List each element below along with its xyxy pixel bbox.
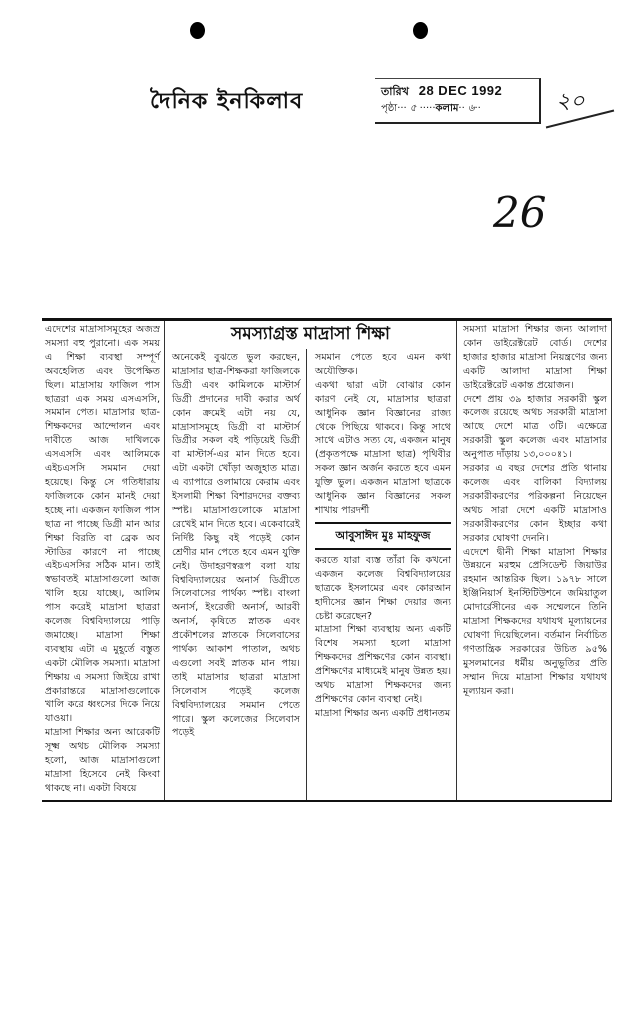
article-frame xyxy=(42,318,612,802)
paragraph: অনেকেই বুঝতে ভুল করছেন, মাদ্রাসার ছাত্র-শিক্ষকরা ফাজিলকে ডিগ্রী এবং কামিলকে মাস্টার্স ডিগ্রী প্রদানের দাবী করার অর্থ কোন ক্রমেই এটা নয় যে, মাদ্রাসাসমূহে ডিগ্রী বা মাস্টার্স ডিগ্রীর সকল বই পড়িয়েই ডিগ্রী বা মাস্টার্স-এর মান দিতে হবে। এটা একটা খোঁড়া অজুহাত মাত্র। এ ব্যাপারে ওলামায়ে কেরাম এবং ইসলামী শিক্ষা বিশারদদের বক্তব্য স্পষ্ট। মাদ্রাসাগুলোকে মাদ্রাসা রেখেই মান দিতে হবে। একেবারেই নির্দিষ্ট কিছু বই পড়েই কোন শ্রেণীর মান পেতে হবে এমন যুক্তি নেই। উদাহরণস্বরূপ বলা যায় বিশ্ববিদ্যালয়ের অনার্স ডিগ্রীতে সিলেবাসের পার্থক্য স্পষ্ট। বাংলা অনার্স, ইংরেজী অনার্স, আরবী অনার্স, কৃষিতে স্নাতক এবং প্রকৌশলের স্নাতকে সিলেবাসের পার্থক্য আকাশ পাতাল, অথচ এগুলো সবই স্নাতক মান পায়। তাই মাদ্রাসার ছাত্ররা মাদ্রাসা সিলেবাস পড়েই কলেজ বিশ্ববিদ্যালয়ের সমমান পেতে পারে। স্কুল কলেজের সিলেবাস পড়েই xyxy=(172,352,300,739)
article-column-3-bottom xyxy=(315,554,451,721)
newspaper-masthead: দৈনিক ইনকিলাব xyxy=(150,89,304,114)
punch-hole-left xyxy=(190,22,205,39)
paragraph: মাদ্রাসা শিক্ষার অন্য একটি প্রধানতম xyxy=(315,707,451,719)
article-column-2 xyxy=(164,349,306,800)
paragraph: মাদ্রাসা শিক্ষা ব্যবস্থায় অন্য একটি বিশেষ সমস্যা হলো মাদ্রাসা শিক্ষকদের প্রশিক্ষণের কোন ব্যবস্থা। প্রশিক্ষণের মাধ্যমেই মানুষ উন্নত হয়। অথচ মাদ্রাসা শিক্ষকদের জন্য প্রশিক্ষণের কোন ব্যবস্থা নেই। xyxy=(315,624,451,705)
page-label: পৃষ্ঠা xyxy=(381,103,398,114)
paragraph: করতে যারা ব্যস্ত তাঁরা কি কখনো একজন কলেজ বিশ্ববিদ্যালয়ের ছাত্রকে ইসলামের এবং কোরআন হাদীসের জ্ঞান শিক্ষা দেয়ার জন্য চেষ্টা করেছেন? xyxy=(315,554,451,622)
paragraph: সরকার এ বছর দেশের প্রতি থানায় কলেজ এবং বালিকা বিদ্যালয় সরকারীকরণের পরিকল্পনা নিয়েছেন অথচ সারা দেশে একটি মাদ্রাসাও সরকারীকরণের কোন ইচ্ছার কথা সরকার ঘোষণা দেননি। xyxy=(463,463,607,544)
column-label: কলাম xyxy=(435,103,459,114)
column-value: ৬ xyxy=(467,103,475,114)
paragraph: দেশে প্রায় ৩৯ হাজার সরকারী স্কুল কলেজ রয়েছে অথচ সরকারী মাদ্রাসা আছে দেশে মাত্র ৩টি। এক্ষেত্রে সরকারী স্কুল কলেজ এবং মাদ্রাসার অনুপাত দাঁড়ায় ১৩,০০০ঃ১। xyxy=(463,393,607,461)
article-column-3-top xyxy=(315,351,451,518)
paragraph: সমমান পেতে হবে এমন কথা অযৌক্তিক। xyxy=(315,352,451,377)
author-byline: আবুসাঈদ মুঃ মাহফুজ xyxy=(335,528,431,542)
paragraph: এদেশের মাদ্রাসাসমূহের অজস্র সমস্যা বহু পুরানো। এক সময় এ শিক্ষা ব্যবস্থা সম্পূর্ণ অবহেলিত এবং উপেক্ষিত ছিল। মাদ্রাসায় ফাজিল পাস ছাত্ররা এক সময় এসএসসি, সমমান পেত। মাদ্রাসার ছাত্র-শিক্ষকদের আন্দোলন এবং দাবীতে আজ দাখিলকে এসএসসি এবং আলিমকে এইচএসসি সমমান দেয়া হয়েছে। কিন্তু সে গতিধারায় ফাজিলকে কোন মানই দেয়া হচ্ছে না। একজন ফাজিল পাস ছাত্র না পাচ্ছে ডিগ্রী মান আর শিক্ষা বিরতি বা ব্রেক অব স্টাডির কারণে না পাচ্ছে এইচএসসির সঠিক মান। তাই স্বভাবতই মাদ্রাসাগুলো আজ খালি হয়ে যাচ্ছে।, আলিম পাস করেই মাদ্রাসা ছাত্ররা কলেজ বিশ্ববিদ্যালয়ে পাড়ি জমাচ্ছে। মাদ্রাসা শিক্ষা ব্যবস্থায় এটা এ মুহূর্তে বস্তুত একটা মৌলিক সমস্যা। মাদ্রাসা শিক্ষায় এ সমস্যা জিইয়ে রাখা প্রকারান্তরে মাদ্রাসাগুলোকে খালি করে ধ্বংসের দিকে নিয়ে যাওয়া। xyxy=(45,324,160,725)
date-label: তারিখ xyxy=(381,85,409,98)
paragraph: মাদ্রাসা শিক্ষার অন্য আরেকটি সূক্ষ্ম অথচ মৌলিক সমস্যা হলো, আজ মাদ্রাসাগুলো মাদ্রাসা হিসেবে নেই কিংবা থাকছে না। একটা বিষয়ে xyxy=(45,727,160,794)
stamp-date: 28 DEC 1992 xyxy=(418,83,503,98)
byline-rule-top xyxy=(315,522,451,524)
paragraph: এদেশে দ্বীনী শিক্ষা মাদ্রাসা শিক্ষার উন্নয়নে মরহুম প্রেসিডেন্ট জিয়াউর রহমান আন্তরিক ছিল। ১৯৭৮ সালে ইঞ্জিনিয়ার্স ইনস্টিটিউশনে জমিয়াতুল মোদার্রেসীনের এক সম্মেলনে তিনি মাদ্রাসা শিক্ষকদের যথাযথ মূল্যায়নের ঘোষণা দিয়েছিলেন। বর্তমান নির্বাচিত গণতান্ত্রিক সরকারের উচিত ৯৫% মুসলমানের ধর্মীয় অনুভূতির প্রতি সম্মান দিয়ে মাদ্রাসা শিক্ষার যথাযথ মূল্যায়ন করা। xyxy=(463,546,607,697)
article-column-1 xyxy=(42,321,164,800)
article-column-3 xyxy=(306,349,456,800)
page-value: ৫ xyxy=(409,103,417,114)
byline-rule-bottom xyxy=(315,548,451,550)
article-title: সমস্যাগ্রস্ত মাদ্রাসা শিক্ষা xyxy=(164,321,456,349)
paragraph: একথা দ্বারা এটা বোঝার কোন কারণ নেই যে, মাদ্রাসার ছাত্ররা আধুনিক জ্ঞান বিজ্ঞানের রাজ্য থেকে পিছিয়ে থাকবে। কিন্তু সাথে সাথে এটাও সত্য যে, একজন মানুষ (প্রকৃতপক্ষে মাদ্রাসা ছাত্র) পৃথিবীর সকল জ্ঞান অর্জন করতে হবে এমন যুক্তি ভুল। একজন মাদ্রাসা ছাত্রকে আধুনিক জ্ঞান বিজ্ঞানের সকল শাখায় পারদর্শী xyxy=(315,379,451,516)
punch-hole-right xyxy=(413,22,428,39)
article-column-4 xyxy=(456,321,611,800)
handwritten-page-number: ২০ xyxy=(556,89,585,114)
handwritten-mark: 26 xyxy=(493,188,547,237)
date-stamp: তারিখ 28 DEC 1992 পৃষ্ঠা··· ৫ ·····কলাম·· ৬·· xyxy=(375,78,541,124)
paragraph: সমস্যা মাদ্রাসা শিক্ষার জন্য আলাদা কোন ডাইরেক্টরেট বোর্ড। দেশের হাজার হাজার মাদ্রাসা নিয়ন্ত্রণের জন্য একটি আলাদা মাদ্রাসা শিক্ষা ডাইরেক্টরেট একান্ত প্রয়োজন। xyxy=(463,324,607,391)
